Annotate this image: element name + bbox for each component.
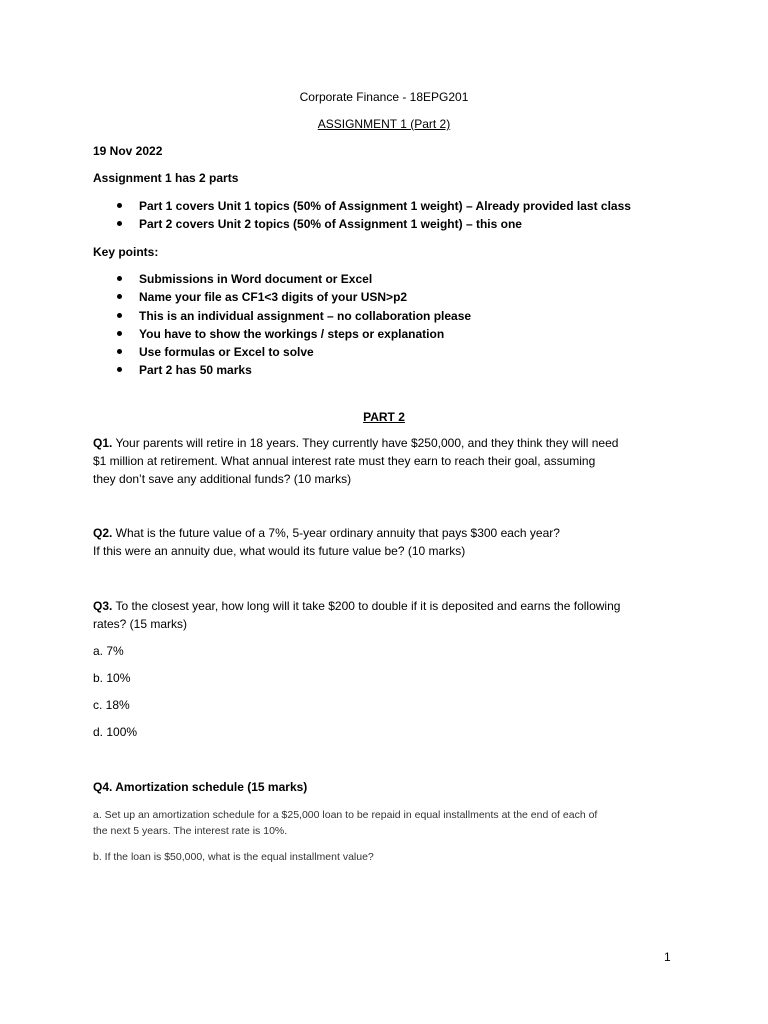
list-item: This is an individual assignment – no collaboration please: [93, 307, 471, 325]
q1-line-3: they don’t save any additional funds? (10 marks): [93, 472, 352, 486]
q4-title: Q4. Amortization schedule (15 marks): [93, 780, 308, 794]
q1-line-1: [93, 434, 618, 452]
key-points-list: [93, 270, 471, 380]
list-item: Use formulas or Excel to solve: [93, 343, 471, 361]
q3-option-d: d. 100%: [93, 725, 138, 739]
q3-line-1: [93, 597, 620, 615]
parts-list: [93, 197, 631, 234]
date: 19 Nov 2022: [93, 144, 163, 158]
q3-option-b: b. 10%: [93, 671, 131, 685]
bullet-icon: [117, 203, 122, 208]
q2-text-1: What is the future value of a 7%, 5-year ordinary annuity that pays $300 each year?: [112, 526, 560, 540]
q1-line-2: $1 million at retirement. What annual interest rate must they earn to reach their goal, assuming: [93, 454, 596, 468]
bullet-icon: [117, 367, 122, 372]
q3-option-c: c. 18%: [93, 698, 130, 712]
q4-a-line-2: the next 5 years. The interest rate is 10%.: [93, 825, 288, 837]
list-item: You have to show the workings / steps or explanation: [93, 325, 471, 343]
list-item: Part 2 has 50 marks: [93, 361, 471, 379]
list-item: Submissions in Word document or Excel: [93, 270, 471, 288]
bullet-icon: [117, 349, 122, 354]
q4-b-line: b. If the loan is $50,000, what is the equal installment value?: [93, 851, 374, 863]
intro-text: Assignment 1 has 2 parts: [93, 171, 239, 185]
q3-option-a: a. 7%: [93, 644, 124, 658]
bullet-icon: [117, 313, 122, 318]
bullet-icon: [117, 294, 122, 299]
bullet-icon: [117, 276, 122, 281]
part-heading: PART 2: [363, 410, 405, 424]
q3-text-1: To the closest year, how long will it take $200 to double if it is deposited and earns the following: [112, 599, 621, 613]
q1-text-1: Your parents will retire in 18 years. They currently have $250,000, and they think they will need: [112, 436, 619, 450]
bullet-icon: [117, 221, 122, 226]
q4-a-line-1: a. Set up an amortization schedule for a $25,000 loan to be repaid in equal installments at the end of each of: [93, 809, 598, 821]
page-number: 1: [664, 950, 671, 964]
q2-line-1: [93, 524, 560, 542]
list-item: Part 2 covers Unit 2 topics (50% of Assignment 1 weight) – this one: [93, 215, 631, 233]
q2-line-2: If this were an annuity due, what would its future value be? (10 marks): [93, 544, 466, 558]
q3-label: Q3.: [93, 599, 113, 613]
list-item: Part 1 covers Unit 1 topics (50% of Assignment 1 weight) – Already provided last class: [93, 197, 631, 215]
q3-line-2: rates? (15 marks): [93, 617, 188, 631]
bullet-icon: [117, 331, 122, 336]
q1-label: Q1.: [93, 436, 113, 450]
q2-label: Q2.: [93, 526, 113, 540]
course-line: Corporate Finance - 18EPG201: [299, 90, 469, 104]
key-points-heading: Key points:: [93, 245, 159, 259]
list-item: Name your file as CF1<3 digits of your USN>p2: [93, 288, 471, 306]
assignment-title: ASSIGNMENT 1 (Part 2): [317, 117, 451, 131]
